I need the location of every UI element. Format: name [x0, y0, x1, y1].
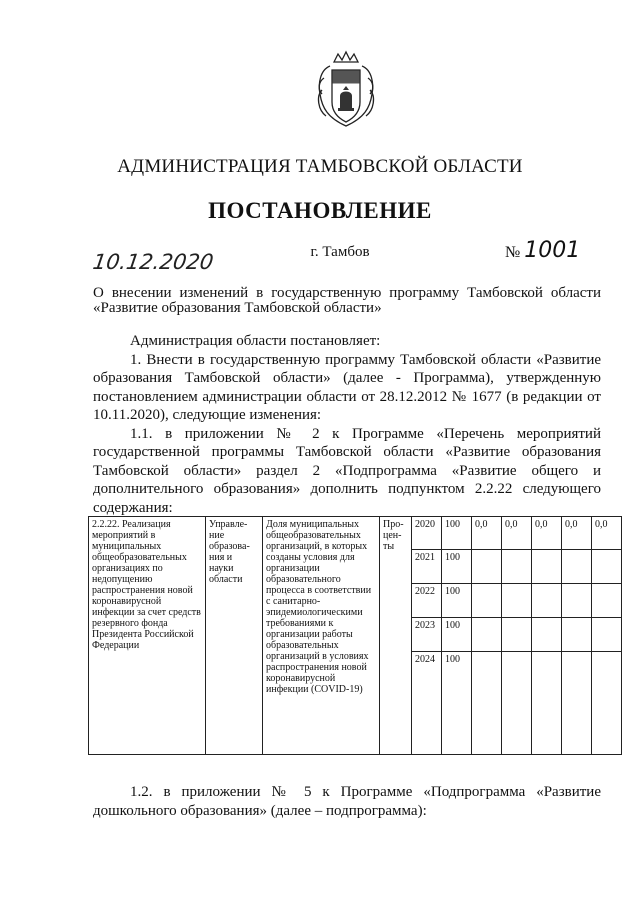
document-city: г. Тамбов: [310, 244, 370, 260]
table-cell-amount: [502, 584, 532, 618]
table-cell-value: 100: [442, 584, 472, 618]
table-cell-amount: [592, 652, 622, 755]
table-cell-measure: 2.2.22. Реализация мероприятий в муниципальных общеобразовательных организациях по недопущению распространения новой коронавирусной инфекции за счет средств резервного фонда Президента Российской Федерации: [89, 517, 206, 755]
document-body: [93, 332, 601, 517]
table-cell-value: 100: [442, 517, 472, 550]
table-cell-amount: [532, 618, 562, 652]
table-cell-amount: [502, 618, 532, 652]
table-cell-amount: [532, 584, 562, 618]
table-cell-amount: [472, 652, 502, 755]
item-1-2-paragraph: 1.2. в приложении № 5 к Программе «Подпрограмма «Развитие дошкольного образования» (далее – подпрограмма):: [93, 784, 601, 819]
table-cell-year: 2023: [412, 618, 442, 652]
table-cell-amount: 0,0: [592, 517, 622, 550]
item-1-1-paragraph: 1.1. в приложении № 2 к Программе «Перечень мероприятий государственной программы Тамбовской области «Развитие образования Тамбовской области» раздел 2 «Подпрограмма «Развитие общего и дополнительного образования» дополнить подпунктом 2.2.22 следующего содержания:: [93, 425, 601, 516]
table-cell-year: 2024: [412, 652, 442, 755]
number-label: №: [505, 244, 521, 261]
table-cell-amount: [472, 550, 502, 584]
document-number: [505, 238, 580, 263]
table-cell-amount: [592, 550, 622, 584]
table-cell-amount: [472, 618, 502, 652]
document-type-title: ПОСТАНОВЛЕНИЕ: [208, 198, 432, 223]
organization-title: АДМИНИСТРАЦИЯ ТАМБОВСКОЙ ОБЛАСТИ: [117, 156, 523, 177]
table-cell-amount: [472, 584, 502, 618]
coat-of-arms-icon: [314, 50, 378, 130]
table-cell-amount: [532, 550, 562, 584]
table-cell-amount: 0,0: [532, 517, 562, 550]
table-cell-value: 100: [442, 618, 472, 652]
table-row: [89, 517, 622, 550]
table-cell-amount: [532, 652, 562, 755]
table-cell-year: 2021: [412, 550, 442, 584]
table-cell-unit: Про-цен-ты: [380, 517, 412, 755]
table-cell-year: 2022: [412, 584, 442, 618]
number-value: 1001: [524, 238, 581, 263]
table-cell-value: 100: [442, 550, 472, 584]
intro-paragraph: Администрация области постановляет:: [130, 333, 381, 349]
table-cell-amount: [562, 618, 592, 652]
table-cell-amount: 0,0: [502, 517, 532, 550]
table-cell-amount: [562, 550, 592, 584]
table-cell-amount: [592, 584, 622, 618]
table-cell-amount: [502, 652, 532, 755]
measures-table: [88, 516, 622, 755]
table-cell-year: 2020: [412, 517, 442, 550]
table-cell-amount: 0,0: [472, 517, 502, 550]
table-cell-indicator: Доля муниципальных общеобразовательных организаций, в которых созданы условия для организации образовательного процесса в соответствии с санитарно-эпидемиологическими требованиями к организации работы образовательных организаций в условиях распространения новой коронавирусной инфекции (COVID-19): [263, 517, 380, 755]
item-1-paragraph: 1. Внести в государственную программу Тамбовской области «Развитие образования Тамбовской области» (далее - Программа), утвержденную постановлением администрации области от 28.12.2012 № 1677 (в редакции от 10.11.2020), следующие изменения:: [93, 351, 601, 423]
table-cell-amount: 0,0: [562, 517, 592, 550]
table-cell-amount: [502, 550, 532, 584]
table-cell-amount: [562, 584, 592, 618]
table-cell-amount: [592, 618, 622, 652]
table-cell-value: 100: [442, 652, 472, 755]
table-cell-amount: [562, 652, 592, 755]
document-subject: О внесении изменений в государственную программу Тамбовской области «Развитие образования Тамбовской области»: [93, 285, 601, 316]
document-date: 10.12.2020: [91, 250, 215, 274]
table-cell-executor: Управле-ние образова-ния и науки области: [206, 517, 263, 755]
